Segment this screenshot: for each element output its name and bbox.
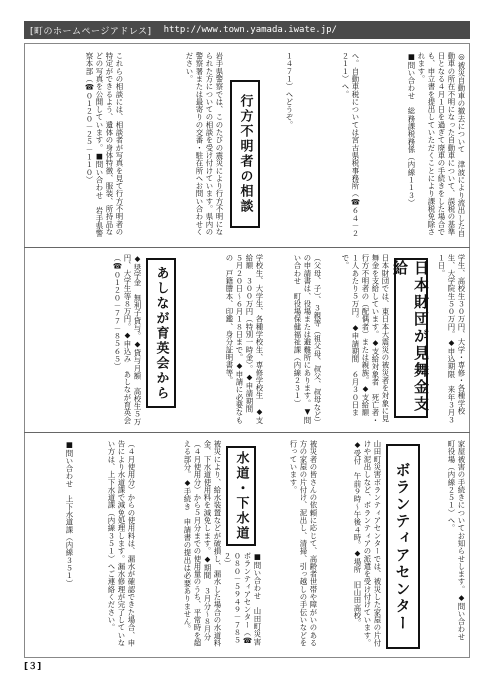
ashinaga-grant-text: 学校生、大学生、各種学校生、専修学校生 ◆支給額 ３００万円（特別一時金）。◆申請期間 ５月２０日～６月１８日まで。◆申請に必要なもの 戸籍謄本、印鑑、身分証明書等。	[225, 254, 264, 424]
auto-tax-text: へ。自動車税については宮古県税事務所（☎６４－２２１１）へ。	[341, 52, 360, 238]
water-contact-text: ■問い合わせ 上下水道課（内線３５１）	[65, 440, 74, 587]
nippon-foundation-apply-text: （父母、子）、３親等（祖父母、叔父、叔母など）の申請書は、役場または避難所にあります。▼問い合わせ 町役場保健福祉課（内線２３１）	[293, 254, 322, 424]
auto-removal-text: ◎被災自動車の撤去について 津波により流出した自動車の所在不明になった自動車について、誤税の基準日となる４月１日を過ぎて廃車の手続きをした場合でも、申立書を提出していただくことにより課税免除されます。 ■問い合わせ 総務課税務係（内線１１３）	[407, 52, 466, 238]
water-sewer-headline: 水道・下水道	[226, 446, 256, 546]
header-label: [町のホームページアドレス]	[30, 26, 152, 37]
volunteer-center-headline: ボランティアセンター	[386, 444, 420, 649]
missing-photos-text: これらの相談には、相談者が写真を見て行方不明者の特定ができるよう、遺体の身体特徴、服装、所持品などの写真を公開しています。■問い合わせ 岩手県警察本部（☎０１２０－２５－１１０）	[85, 52, 124, 238]
nippon-foundation-text: 日本財団では、東日本大震災の被災者を対象に見舞金を支給しています。◆支給対象者 死亡者・行方不明者の（配偶者）または親族。◆支給額 １人あたり５万円。◆申請期間 ６月３０日まで。	[341, 254, 390, 424]
divider-bottom	[24, 432, 470, 433]
missing-contact-text: １４７１）へどうぞ。	[285, 52, 294, 129]
divider-top	[24, 247, 470, 248]
house-damage-text: 家屋被害の手続きについてお知らせします。◆問い合わせ 町役場（内線２５１）へ。	[447, 440, 466, 649]
ashinaga-loan-text: ◆奨学金 無利子貸与。◆貸与月額 高校生５万円、大学生等８万円。◆申込み あしなが育英会（☎０１２０－７７－８５６５）	[113, 254, 142, 426]
water-leak-text: （４月使用分）からの使用料は、漏水が確認できた場合、申告により水道課で減免処理します。漏水修理が完了していない方は、上下水道課（内線３５１）へご連絡ください。	[107, 440, 136, 647]
page-number: [３]	[24, 662, 42, 672]
scholarship-amount-text: 学生、高校生３０万円、大学・専修・各種学校生、大学院生５０万円。◆申込期限 来年３月３１日。	[437, 254, 466, 424]
header-url[interactable]: http://www.town.yamada.iwate.jp/	[163, 25, 337, 35]
header-bar	[24, 21, 470, 39]
missing-persons-text: 岩手県警察では、このたびの震災により行方不明になられた方についての相談を受け付けています。県内の警察署または最寄りの交番・駐在所へお問い合わせください。	[185, 52, 224, 236]
volunteer-contact-text: ■問い合わせ 山田町災害ボランティアセンター（☎０８０－５９４９－７８５２）	[223, 552, 262, 646]
volunteer-center-text: 山田町災害ボランティアセンターでは、被災した家屋の片付けや泥出しなど、ボランティアの派遣を受け付けています。◆受付 午前９時～午後４時。◆場所 旧山田高校。	[353, 440, 382, 647]
volunteer-support-text: 被災者の皆さんの依頼に応じて、高齢者世帯や障がいのある方の家屋の片付け、泥出し、清掃、引っ越しの手伝いなどを行っています。	[289, 440, 318, 647]
ashinaga-headline: あしなが育英会から	[146, 258, 176, 408]
missing-persons-headline: 行方不明者の相談	[230, 80, 260, 228]
nippon-foundation-headline: 日本財団が見舞金支給	[394, 258, 428, 418]
water-reduction-text: 被災により、給水装置などが破損し、漏水した場合の水道料金、下水道使用料を減免します。◆期間 ３月分～８月分（４月使用分）から５月分までの使用量のうち、平常時を超える部分。◆手続き 申請書の提出は必要ありません。	[183, 440, 222, 647]
